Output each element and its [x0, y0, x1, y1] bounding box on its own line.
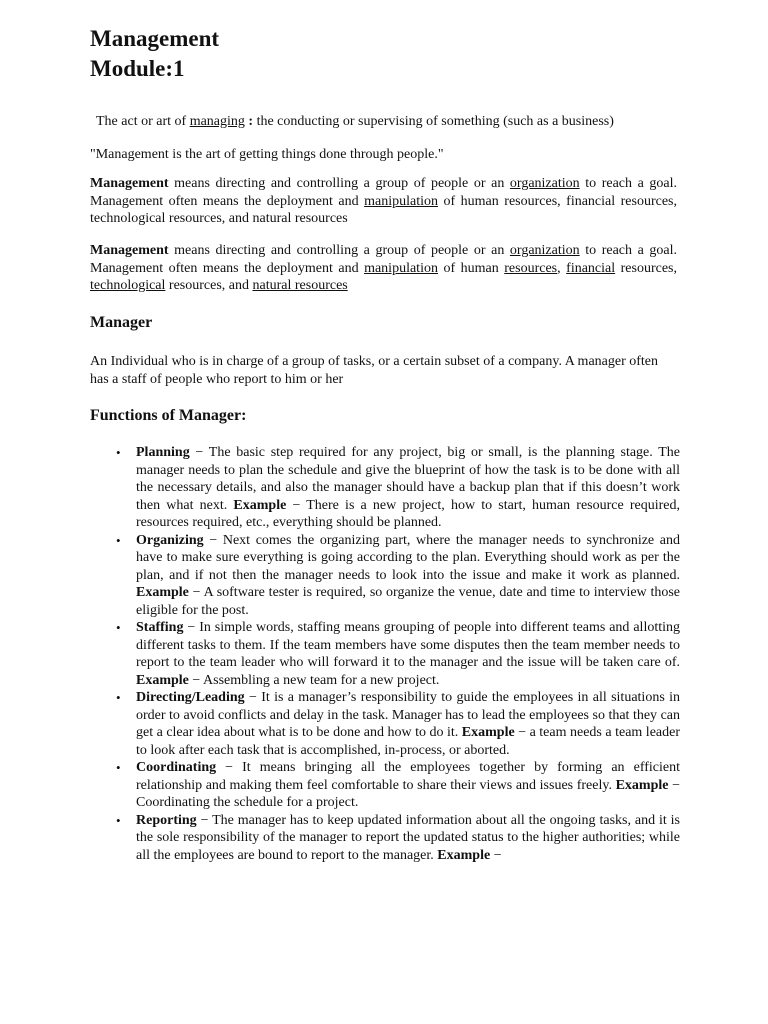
example-label: Example	[136, 672, 189, 688]
function-item-directing-leading	[90, 689, 680, 759]
manipulation-link[interactable]: manipulation	[364, 193, 438, 209]
manager-description: An Individual who is in charge of a group of tasks, or a certain subset of a company. A manager often has a staff of people who report to him or her	[90, 354, 659, 387]
para-text: resources, and	[165, 278, 253, 293]
technological-link[interactable]: technological	[90, 278, 166, 293]
functions-list	[90, 444, 680, 864]
definition-text: The act or art of	[96, 114, 190, 129]
para-text: resources,	[615, 260, 678, 276]
financial-link[interactable]: financial	[566, 260, 616, 276]
bullet-icon: •	[116, 760, 121, 775]
definition-text-end: the conducting or supervising of something (such as a business)	[256, 114, 614, 129]
example-label: Example	[233, 497, 287, 513]
example-text: − A software tester is required, so organize the venue, date and time to interview those eligible for the post.	[136, 585, 680, 618]
example-text: − a team needs a team leader to look after each task that is accomplished, in-process, or aborted.	[136, 725, 680, 758]
bullet-icon: •	[116, 690, 121, 705]
management-paragraph-1	[90, 175, 677, 228]
function-text: − In simple words, staffing means grouping of people into different teams and allotting different tasks to them. If the team members have some disputes then the team member needs to report to the team leader who will forward it to the manager and the issue will be taken care of.	[136, 620, 680, 670]
para-text: of human resources, financial resources, technological resources, and natural resources	[90, 193, 677, 226]
organization-link[interactable]: organization	[509, 243, 580, 258]
managing-link[interactable]: managing	[189, 114, 245, 129]
function-text: − Next comes the organizing part, where the manager needs to synchronize and have to make sure everything is going according to the plan. Everything should work as per the plan, and if not then the manager needs to look into the issue and make it work as planned.	[136, 532, 680, 583]
para-text: means directing and controlling a group of people or an	[168, 176, 510, 191]
function-text: − The manager has to keep updated information about all the ongoing tasks, and it is the sole responsibility of the manager to report the updated status to the higher authorities; while all the employees are bound to report to the manager.	[136, 812, 680, 863]
resources-link[interactable]: resources	[504, 260, 558, 276]
title-line-2: Module:1	[90, 56, 185, 81]
quote-line: "Management is the art of getting things done through people."	[90, 147, 444, 162]
function-term: Coordinating	[136, 760, 217, 775]
document-title	[90, 24, 219, 84]
bullet-icon: •	[116, 812, 121, 828]
function-term: Staffing	[136, 620, 184, 635]
function-term: Directing/Leading	[136, 690, 245, 705]
function-term: Organizing	[136, 532, 204, 548]
management-paragraph-2	[90, 242, 677, 295]
function-text: − It means bringing all the employees together by forming an efficient relationship and making them feel comfortable to share their views and issues freely.	[136, 760, 680, 793]
example-text: −	[490, 847, 502, 863]
definition-line	[90, 113, 683, 131]
example-text: − There is a new project, how to start, human resource required, resources required, etc., everything should be planned.	[136, 497, 681, 530]
title-line-1: Management	[90, 26, 220, 51]
function-item-reporting	[90, 812, 680, 865]
bullet-icon: •	[116, 532, 121, 548]
function-text: − The basic step required for any project, big or small, is the planning stage. The manager needs to plan the schedule and give the blueprint of how the task is to be done with all the necessary details, and also the manager should have a backup plan that if this doesn’t work then what next.	[136, 445, 680, 513]
definition-colon: :	[244, 114, 257, 129]
example-text: − Coordinating the schedule for a project.	[136, 777, 680, 810]
example-label: Example	[437, 847, 491, 863]
bold-term: Management	[90, 243, 169, 258]
function-item-organizing	[90, 532, 680, 620]
function-item-coordinating	[90, 759, 680, 812]
manipulation-link[interactable]: manipulation	[364, 260, 438, 276]
manager-heading: Manager	[90, 314, 153, 331]
function-text: − It is a manager’s responsibility to guide the employees in all situations in order to avoid conflicts and delay in the task. Manager has to lead the employees so that they can get a clear idea about what is to be done and how to do it.	[136, 690, 680, 740]
function-item-staffing	[90, 619, 680, 689]
para-text: to reach a goal. Management often means the deployment and	[90, 243, 677, 276]
functions-heading: Functions of Manager:	[90, 407, 247, 424]
natural-resources-link[interactable]: natural resources	[252, 278, 348, 293]
organization-link[interactable]: organization	[509, 176, 580, 191]
example-text: − Assembling a new team for a new project.	[188, 672, 440, 688]
para-text: of human	[437, 260, 505, 276]
function-item-planning	[90, 444, 680, 532]
function-term: Planning	[136, 445, 190, 460]
para-text: ,	[557, 260, 567, 276]
function-term: Reporting	[136, 812, 197, 828]
para-text: means directing and controlling a group of people or an	[168, 243, 510, 258]
bold-term: Management	[90, 176, 169, 191]
example-label: Example	[136, 585, 189, 600]
example-label: Example	[615, 777, 669, 793]
example-label: Example	[461, 725, 515, 740]
bullet-icon: •	[116, 620, 121, 635]
bullet-icon: •	[116, 445, 121, 460]
para-text: to reach a goal. Management often means the deployment and	[90, 176, 677, 209]
